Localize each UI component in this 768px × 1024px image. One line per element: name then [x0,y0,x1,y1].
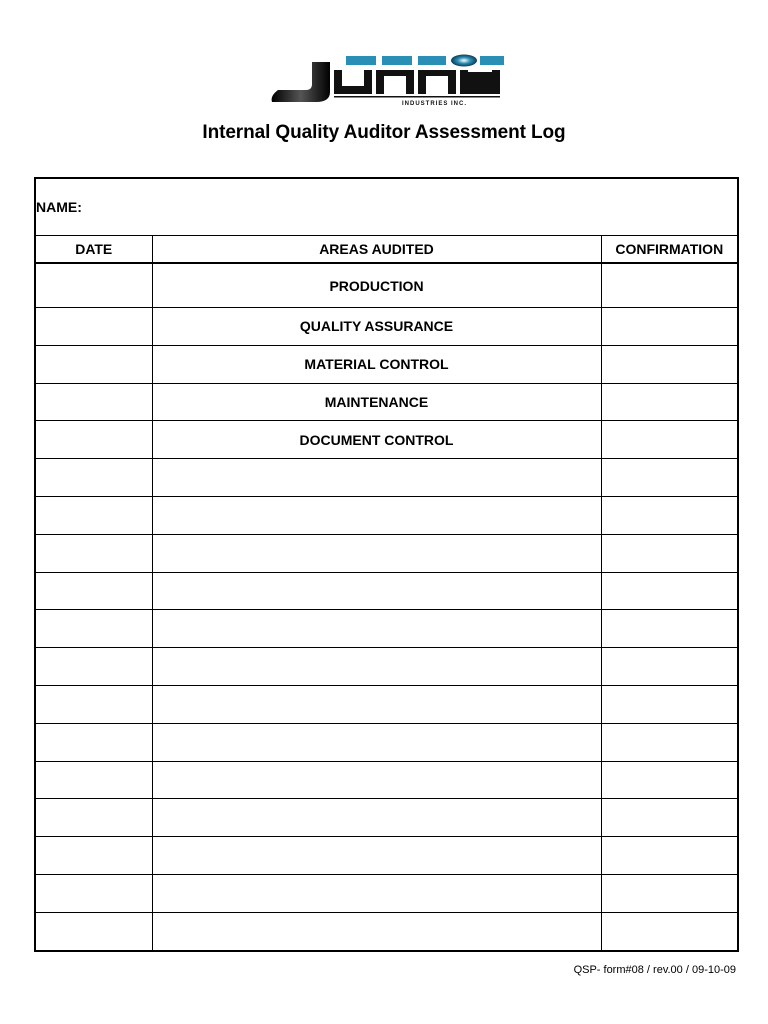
area-cell[interactable] [152,837,601,875]
table-row [35,874,738,912]
confirmation-cell[interactable] [601,572,738,610]
table-row [35,648,738,686]
date-cell[interactable] [35,345,152,383]
unni-wordmark [334,70,500,94]
date-cell[interactable] [35,610,152,648]
confirmation-cell[interactable] [601,459,738,497]
column-header-confirmation: CONFIRMATION [601,236,738,264]
date-cell[interactable] [35,421,152,459]
table-row [35,459,738,497]
area-cell: MAINTENANCE [152,383,601,421]
confirmation-cell[interactable] [601,874,738,912]
company-logo [268,52,508,108]
industries-text: INDUSTRIES INC. [402,101,468,107]
table-row [35,837,738,875]
confirmation-cell[interactable] [601,383,738,421]
date-cell[interactable] [35,572,152,610]
table-row [35,383,738,421]
area-cell: QUALITY ASSURANCE [152,308,601,346]
assessment-log-table [34,177,739,952]
date-cell[interactable] [35,874,152,912]
confirmation-cell[interactable] [601,345,738,383]
table-row [35,799,738,837]
area-cell[interactable] [152,799,601,837]
confirmation-cell[interactable] [601,723,738,761]
confirmation-cell[interactable] [601,648,738,686]
confirmation-cell[interactable] [601,610,738,648]
area-cell[interactable] [152,723,601,761]
area-cell[interactable] [152,572,601,610]
confirmation-cell[interactable] [601,837,738,875]
form-revision-footer: QSP- form#08 / rev.00 / 09-10-09 [573,964,736,976]
junni-logo-graphic [268,52,508,108]
table-row [35,496,738,534]
table-row [35,572,738,610]
table-row [35,761,738,799]
date-cell[interactable] [35,383,152,421]
date-cell[interactable] [35,496,152,534]
table-row [35,610,738,648]
area-cell[interactable] [152,685,601,723]
table-row [35,345,738,383]
nexor-wordmark [346,55,504,67]
table-row [35,685,738,723]
date-cell[interactable] [35,648,152,686]
confirmation-cell[interactable] [601,308,738,346]
table-row [35,912,738,950]
table-row [35,534,738,572]
area-cell[interactable] [152,648,601,686]
confirmation-cell[interactable] [601,761,738,799]
confirmation-cell[interactable] [601,496,738,534]
table-row [35,263,738,308]
table-row [35,421,738,459]
header-row [35,236,738,264]
area-cell[interactable] [152,874,601,912]
confirmation-cell[interactable] [601,534,738,572]
column-header-date: DATE [35,236,152,264]
area-cell: PRODUCTION [152,263,601,308]
name-row [35,178,738,236]
date-cell[interactable] [35,685,152,723]
table-row [35,308,738,346]
date-cell[interactable] [35,761,152,799]
j-swoosh [272,62,330,102]
name-field[interactable] [35,178,738,236]
confirmation-cell[interactable] [601,685,738,723]
area-cell[interactable] [152,610,601,648]
area-cell: DOCUMENT CONTROL [152,421,601,459]
date-cell[interactable] [35,837,152,875]
date-cell[interactable] [35,459,152,497]
date-cell[interactable] [35,723,152,761]
page-title: Internal Quality Auditor Assessment Log [202,122,566,143]
date-cell[interactable] [35,263,152,308]
area-cell[interactable] [152,761,601,799]
area-cell[interactable] [152,459,601,497]
table-row [35,723,738,761]
name-label: NAME: [36,199,82,215]
confirmation-cell[interactable] [601,421,738,459]
confirmation-cell[interactable] [601,799,738,837]
area-cell[interactable] [152,534,601,572]
area-cell: MATERIAL CONTROL [152,345,601,383]
confirmation-cell[interactable] [601,263,738,308]
date-cell[interactable] [35,799,152,837]
date-cell[interactable] [35,308,152,346]
date-cell[interactable] [35,912,152,950]
area-cell[interactable] [152,496,601,534]
date-cell[interactable] [35,534,152,572]
column-header-areas-audited: AREAS AUDITED [152,236,601,264]
confirmation-cell[interactable] [601,912,738,950]
area-cell[interactable] [152,912,601,950]
